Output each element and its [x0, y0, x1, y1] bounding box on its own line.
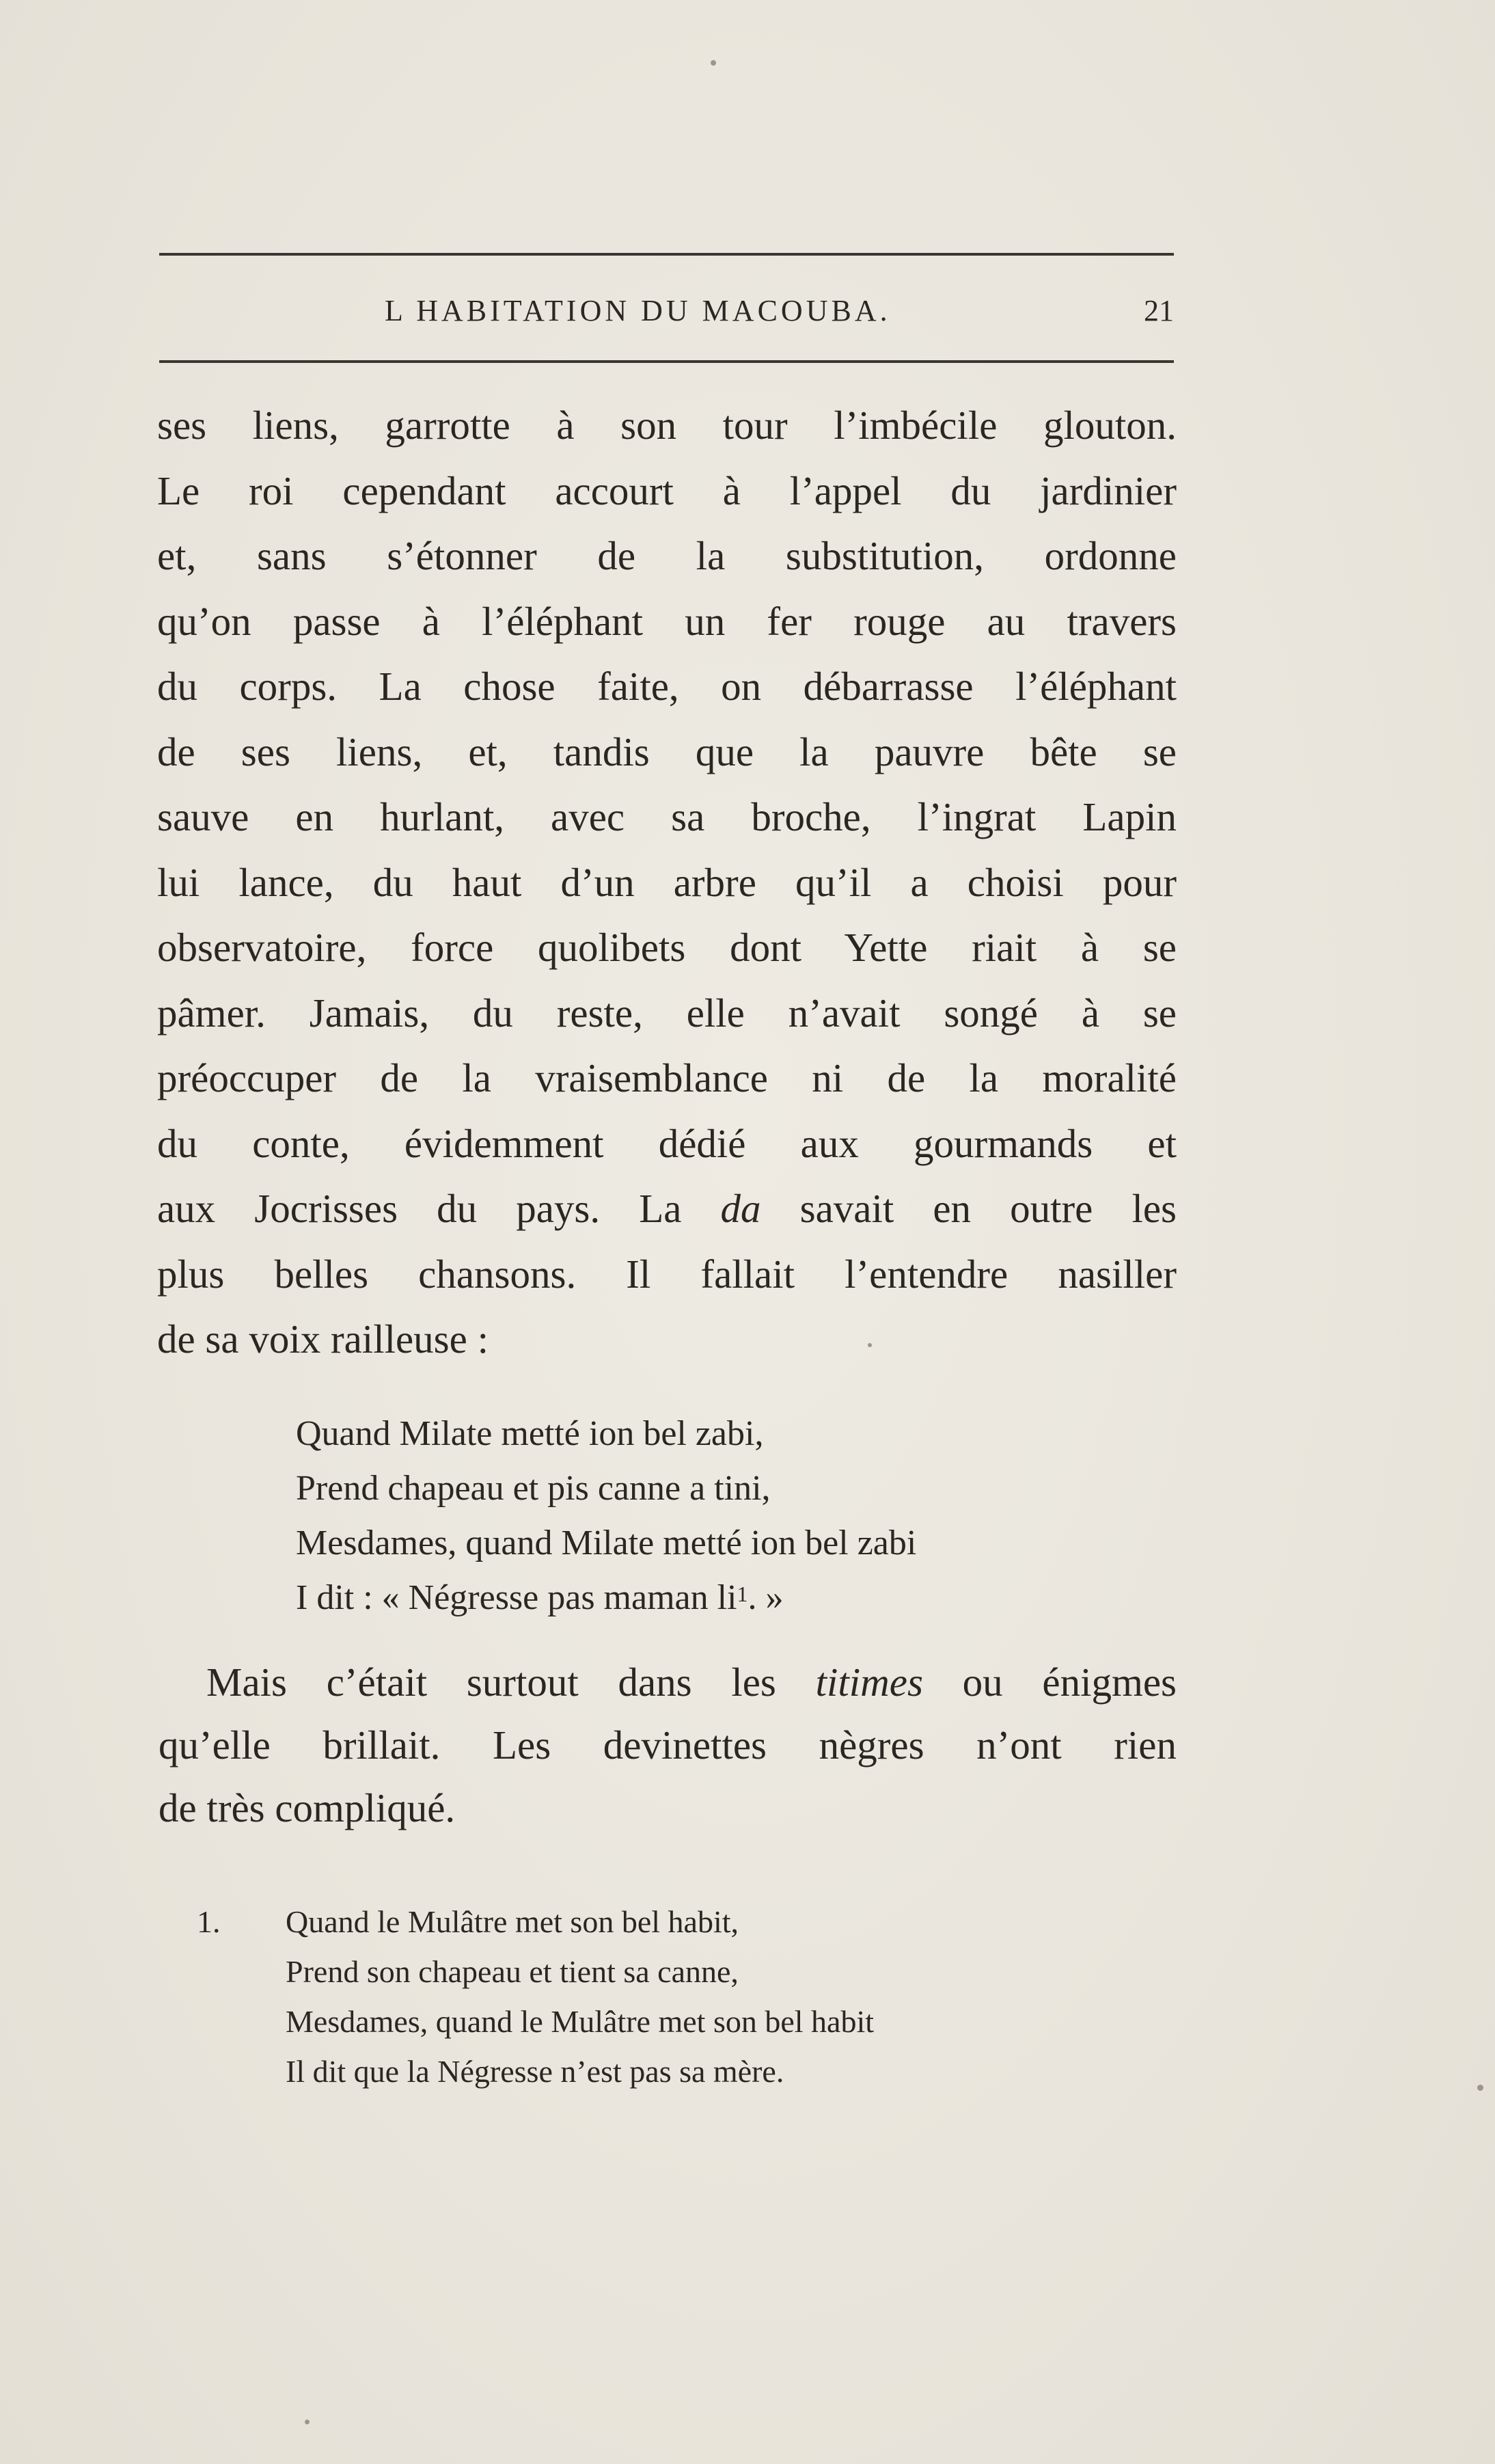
text-line: qu’on passe à l’éléphant un fer rouge au travers	[157, 598, 1177, 644]
running-title: L HABITATION DU MACOUBA.	[385, 294, 891, 327]
text-line: de très compliqué.	[159, 1785, 456, 1830]
text-line: lui lance, du haut d’un arbre qu’il a choisi pour	[157, 859, 1177, 905]
text-line: et, sans s’étonner de la substitution, ordonne	[157, 533, 1177, 578]
verse-quotation	[296, 1407, 916, 1625]
text-segment: ou énigmes	[962, 1660, 1177, 1705]
italic-word: titimes	[815, 1660, 923, 1705]
footnote-line: Quand le Mulâtre met son bel habit,	[286, 1904, 739, 1939]
verse-segment: . »	[748, 1578, 784, 1617]
paragraph-1	[157, 393, 1177, 1372]
text-line: qu’elle brillait. Les devinettes nègres n’ont rien	[159, 1722, 1177, 1768]
text-line	[159, 1651, 1177, 1714]
running-head	[159, 287, 1174, 335]
footnote-line: Prend son chapeau et tient sa canne,	[286, 1954, 739, 1989]
header-rule-bottom	[159, 360, 1174, 363]
footnote-marker: 1.	[197, 1904, 221, 1939]
header-rule-top	[159, 253, 1174, 256]
text-line: de ses liens, et, tandis que la pauvre bête se	[157, 729, 1177, 774]
footnote-text	[286, 1897, 874, 2096]
paragraph-2	[159, 1651, 1177, 1839]
text-line: ses liens, garrotte à son tour l’imbécile glouton.	[157, 403, 1177, 448]
text-line: préoccuper de la vraisemblance ni de la moralité	[157, 1055, 1177, 1100]
text-line: du conte, évidemment dédié aux gourmands et	[157, 1120, 1177, 1166]
paper-speck	[868, 1343, 872, 1347]
text-line: de sa voix railleuse :	[157, 1316, 489, 1362]
text-line: plus belles chansons. Il fallait l’entendre nasiller	[157, 1251, 1177, 1297]
verse-line: Prend chapeau et pis canne a tini,	[296, 1469, 771, 1508]
text-segment: savait en outre les	[799, 1186, 1177, 1231]
footnote	[197, 1897, 874, 2096]
italic-word: da	[720, 1186, 761, 1231]
text-line: observatoire, force quolibets dont Yette riait à se	[157, 925, 1177, 970]
page-number: 21	[1144, 294, 1174, 327]
text-segment: Mais c’était surtout dans les	[206, 1660, 776, 1705]
text-segment: aux Jocrisses du pays. La	[157, 1186, 682, 1231]
text-line: du corps. La chose faite, on débarrasse l’éléphant	[157, 664, 1177, 709]
verse-segment: I dit : « Négresse pas maman li	[296, 1578, 737, 1617]
verse-line	[296, 1571, 916, 1625]
paper-speck	[1477, 2085, 1483, 2091]
text-line: pâmer. Jamais, du reste, elle n’avait songé à se	[157, 990, 1177, 1035]
text-line	[157, 1176, 1177, 1242]
paper-speck	[305, 2420, 310, 2424]
footnote-line: Il dit que la Négresse n’est pas sa mère.	[286, 2054, 784, 2089]
footnote-reference: 1	[737, 1582, 748, 1606]
text-line: sauve en hurlant, avec sa broche, l’ingrat Lapin	[157, 794, 1177, 839]
text-line: Le roi cependant accourt à l’appel du jardinier	[157, 468, 1177, 513]
footnote-line: Mesdames, quand le Mulâtre met son bel habit	[286, 2004, 875, 2039]
verse-line: Mesdames, quand Milate metté ion bel zabi	[296, 1524, 917, 1562]
paper-speck	[711, 60, 716, 66]
verse-line: Quand Milate metté ion bel zabi,	[296, 1414, 764, 1453]
